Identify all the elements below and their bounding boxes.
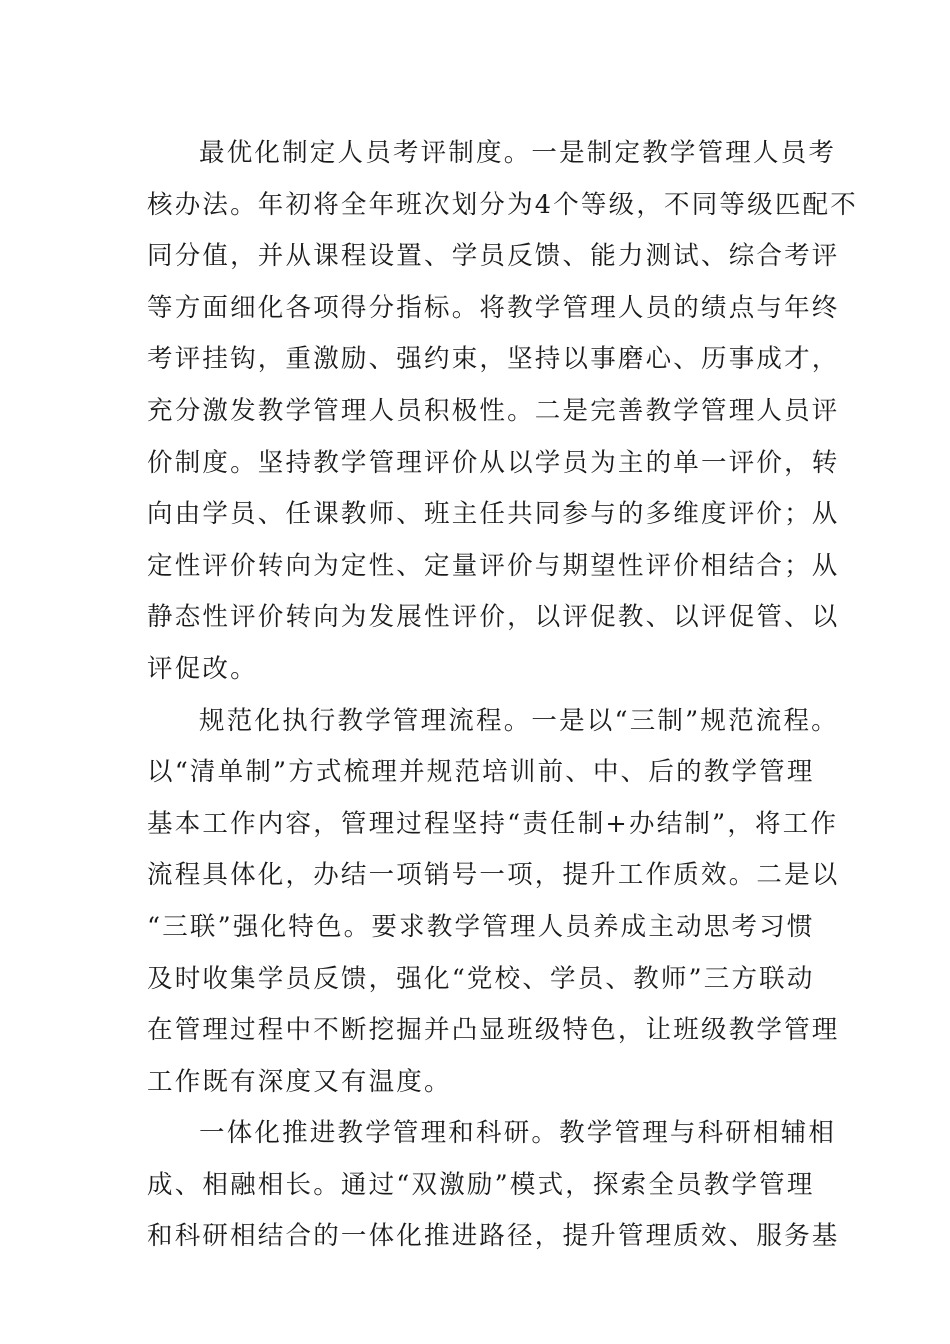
paragraph-line: 静态性评价转向为发展性评价，以评促教、以评促管、以 xyxy=(147,602,840,633)
paragraph-line: 流程具体化，办结一项销号一项，提升工作质效。二是以 xyxy=(147,860,840,891)
paragraph-line: 等方面细化各项得分指标。将教学管理人员的绩点与年终 xyxy=(147,292,840,323)
paragraph-line: 向由学员、任课教师、班主任共同参与的多维度评价；从 xyxy=(147,499,840,530)
paragraph-line: 一体化推进教学管理和科研。教学管理与科研相辅相 xyxy=(199,1118,837,1149)
paragraph-line: “三联”强化特色。要求教学管理人员养成主动思考习惯 xyxy=(147,911,815,942)
paragraph-line: 以“清单制”方式梳理并规范培训前、中、后的教学管理 xyxy=(147,757,815,788)
paragraph-evaluation-system xyxy=(147,128,858,696)
paragraph-line: 成、相融相长。通过“双激励”模式，探索全员教学管理 xyxy=(147,1169,815,1200)
paragraph-management-process xyxy=(147,696,840,1109)
paragraph-research-integration xyxy=(147,1108,840,1263)
paragraph-line: 评促改。 xyxy=(147,653,258,684)
paragraph-line: 价制度。坚持教学管理评价从以学员为主的单一评价，转 xyxy=(147,447,840,478)
paragraph-line: 及时收集学员反馈，强化“党校、学员、教师”三方联动 xyxy=(147,963,815,994)
paragraph-line: 和科研相结合的一体化推进路径，提升管理质效、服务基 xyxy=(147,1221,840,1252)
paragraph-line: 最优化制定人员考评制度。一是制定教学管理人员考 xyxy=(199,138,837,168)
paragraph-line: 规范化执行教学管理流程。一是以“三制”规范流程。 xyxy=(199,705,839,736)
paragraph-line: 定性评价转向为定性、定量评价与期望性评价相结合；从 xyxy=(147,550,840,581)
paragraph-line: 充分激发教学管理人员积极性。二是完善教学管理人员评 xyxy=(147,395,840,426)
paragraph-line: 基本工作内容，管理过程坚持“责任制+办结制”，将工作 xyxy=(147,808,839,839)
paragraph-line: 在管理过程中不断挖掘并凸显班级特色，让班级教学管理 xyxy=(147,1015,840,1046)
document-body xyxy=(147,128,858,1263)
paragraph-line: 考评挂钩，重激励、强约束，坚持以事磨心、历事成才， xyxy=(147,344,840,375)
paragraph-line: 同分值，并从课程设置、学员反馈、能力测试、综合考评 xyxy=(147,241,840,272)
paragraph-line: 核办法。年初将全年班次划分为4个等级，不同等级匹配不 xyxy=(147,189,858,220)
paragraph-line: 工作既有深度又有温度。 xyxy=(147,1066,452,1097)
